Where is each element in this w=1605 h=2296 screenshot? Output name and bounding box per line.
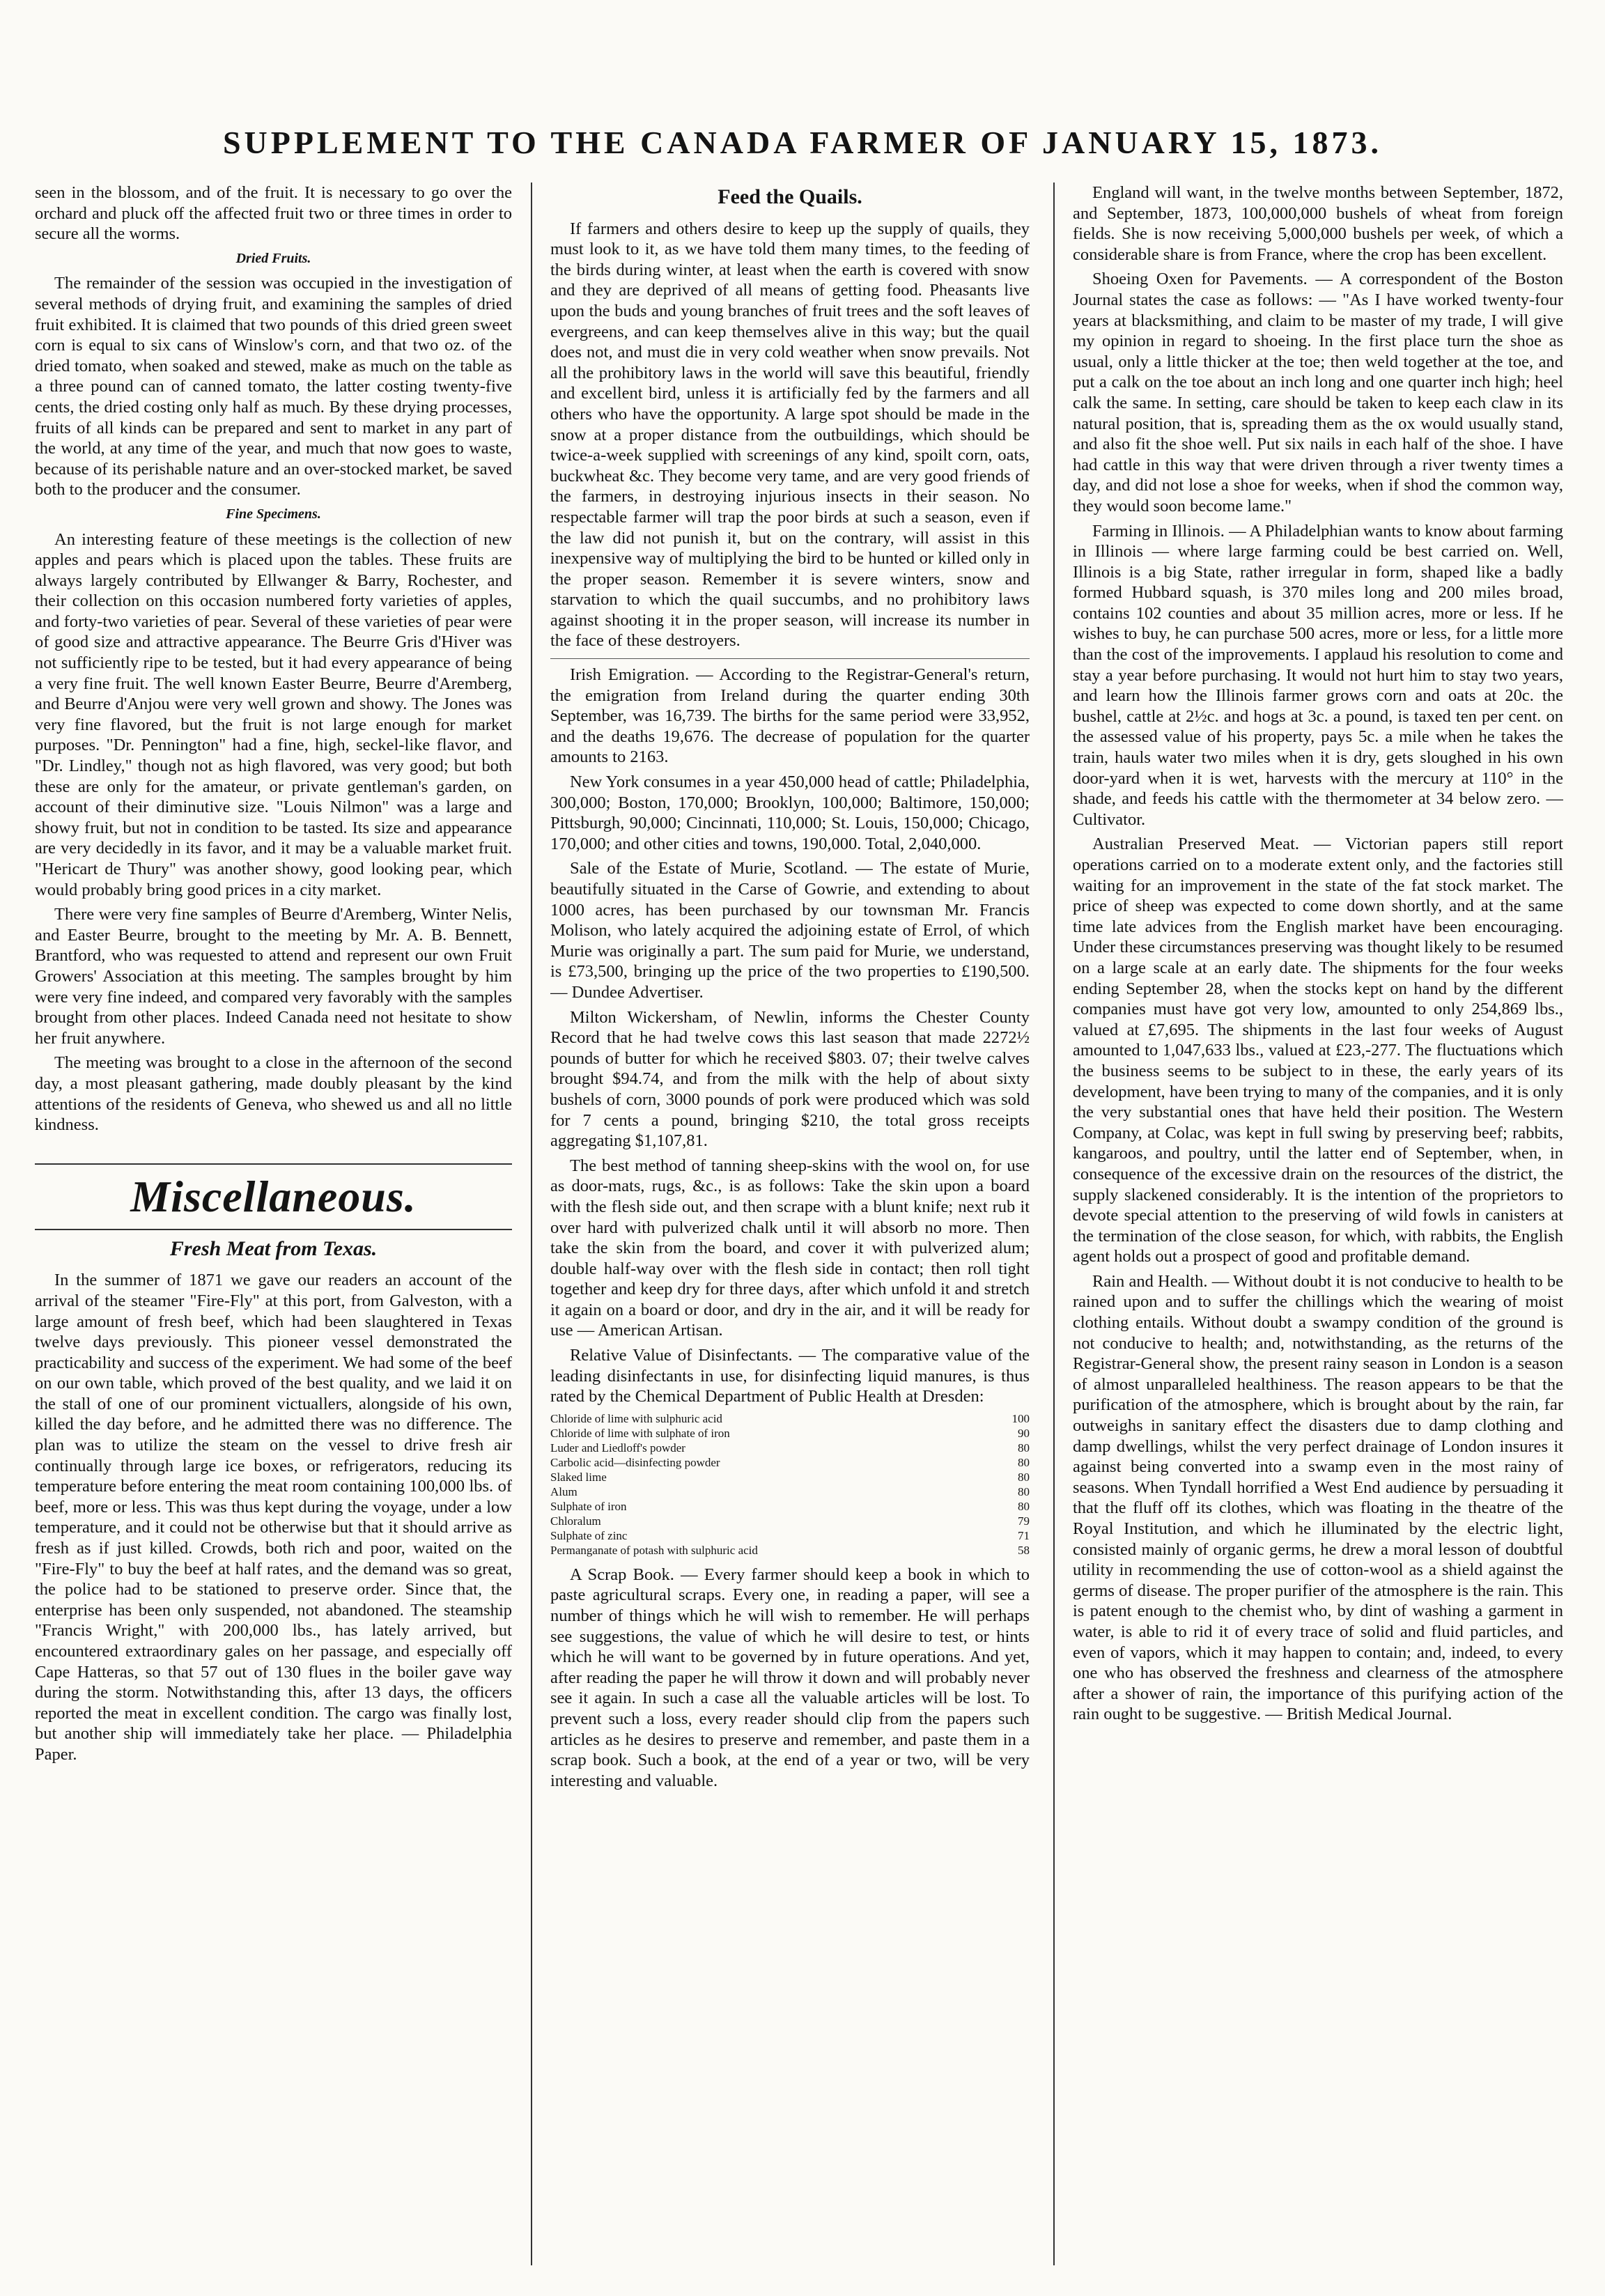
table-cell: Sulphate of iron	[550, 1499, 627, 1513]
table-cell: Sulphate of zinc	[550, 1528, 628, 1542]
paragraph: seen in the blossom, and of the fruit. It is necessary to go over the orchard and pluck off the affected fruit two or three times in order to secure all the worms.	[35, 183, 512, 244]
table-cell: Permanganate of potash with sulphuric acid	[550, 1543, 758, 1557]
table-row	[550, 1411, 1030, 1426]
article-heading-feed-the-quails: Feed the Quails.	[718, 185, 862, 208]
table-cell: Chloride of lime with sulphate of iron	[550, 1426, 730, 1440]
table-row	[550, 1455, 1030, 1470]
table-row	[550, 1426, 1030, 1441]
table-cell: 80	[1018, 1470, 1030, 1484]
column-3	[1073, 183, 1563, 2265]
paragraph: Sale of the Estate of Murie, Scotland. — The estate of Murie, beautifully situated in the Carse of Gowrie, and extending to about 1000 acres, has been purchased by our townsman Mr. Francis Molison, who lately acquired the adjoining estate of Errol, of which Murie was originally a part. The sum paid for Murie, we understand, is £73,500, bringing up the price of the two properties to £190,500. — Dundee Advertiser.	[550, 859, 1030, 1002]
table-cell: 80	[1018, 1484, 1030, 1498]
paragraph: Rain and Health. — Without doubt it is not conducive to health to be rained upon and to suffer the chillings which the wearing of moist clothing entails. Without doubt a swampy condition of the ground is not conducive to health; and, notwithstanding, as the returns of the Registrar-General show, the present rainy season in London is a season of almost unparalleled healthiness. The reason appears to be that the purification of the atmosphere, which is brought about by the rain, far outweighs in sanitary effect the disasters due to damp clothing and damp dwellings, whilst the very perfect drainage of London insures it against being converted into a swamp even in the most rainy of seasons. When Tyndall horrified a West End audience by persuading it that the fluff off its clothes, which was floating in the theatre of the Royal Institution, and which he illuminated by the electric light, consisted mainly of organic germs, he drew a moral lesson of doubtful utility in recommending the use of cotton-wool as a shield against the germs of disease. The proper purifier of the atmosphere is the rain. This is patent enough to the chemist who, by dint of washing a garment in water, is able to rid it of every trace of solid and fluid particles, and even of vapors, which it may happen to contain; and, indeed, to every one who has observed the freshness and clearness of the atmosphere after a shower of rain, the importance of this purifying action of the rain ought to be suggestive. — British Medical Journal.	[1073, 1271, 1563, 1724]
paragraph: Relative Value of Disinfectants. — The comparative value of the leading disinfectants in use, for disinfecting liquid manures, is thus rated by the Chemical Department of Public Health at Dresden:	[550, 1346, 1030, 1406]
table-cell: Chloralum	[550, 1514, 601, 1528]
column-rule	[1053, 183, 1055, 2265]
disinfectant-table	[550, 1411, 1030, 1558]
table-row	[550, 1484, 1030, 1499]
table-cell: Slaked lime	[550, 1470, 607, 1484]
paragraph: If farmers and others desire to keep up the supply of quails, they must look to it, as we have told them many times, to the feeding of the birds during winter, at least when the earth is covered with snow and they are deprived of all means of getting food. Pheasants live upon the buds and young branches of fruit trees and the soft leaves of evergreens, and can keep themselves alive in this way; but the quail does not, and must die in very cold weather when snow prevails. Not all the prohibitory laws in the world will save this beautiful, friendly and excellent bird, unless it is artificially fed by the farmers and all others who have the opportunity. A large spot should be made in the snow at a proper distance from the outbuildings, which should be twice-a-week supplied with screenings of any kind, spoilt corn, oats, buckwheat &c. They become very tame, and are very good friends of the farmers, in destroying injurious insects in their season. No respectable farmer will trap the poor birds at such a season, even if the law did not punish it, but on the contrary, will assist in this inexpensive way of multiplying the bird to be hunted or killed only in the proper season. Remember it is severe winters, snow and starvation to which the quail succumbs, and no prohibitory laws against shooting it in the proper season, will increase its number in the face of these destroyers.	[550, 219, 1030, 651]
paragraph: New York consumes in a year 450,000 head of cattle; Philadelphia, 300,000; Boston, 170,000; Brooklyn, 100,000; Baltimore, 150,000; Pittsburgh, 90,000; Cincinnati, 110,000; St. Louis, 150,000; Chicago, 170,000; and other cities and towns, 190,000. Total, 2,040,000.	[550, 773, 1030, 853]
table-row	[550, 1499, 1030, 1514]
paragraph: Milton Wickersham, of Newlin, informs the Chester County Record that he had twelve cows this last season that made 2272½ pounds of butter for which he received $803. 07; their twelve calves brought $94.74, and from the milk with the help of about sixty bushels of corn, 3000 pounds of pork were produced which was sold for 7 cents a pound, bringing $210, the total gross receipts aggregating $1,107,81.	[550, 1007, 1030, 1151]
table-cell: Carbolic acid—disinfecting powder	[550, 1455, 720, 1469]
table-cell: 79	[1018, 1514, 1030, 1528]
paragraph: A Scrap Book. — Every farmer should keep a book in which to paste agricultural scraps. Every one, in reading a paper, will see a number of things which he will wish to remember. He will perhaps see suggestions, the value of which he will desire to test, or hints which he will want to be governed by in future operations. And yet, after reading the paper he will throw it down and will probably never see it again. In such a case all the valuable articles will be lost. To prevent such a loss, every reader should clip from the papers such articles as he desires to preserve and remember, and paste them in a scrap book. Such a book, at the end of a year or two, will be very interesting and valuable.	[550, 1565, 1030, 1790]
paragraph: Irish Emigration. — According to the Registrar-General's return, the emigration from Ireland during the quarter ending 30th September, was 16,739. The births for the same period were 33,952, and the deaths 19,676. The decrease of population for the quarter amounts to 2163.	[550, 658, 1030, 768]
paragraph: There were very fine samples of Beurre d'Aremberg, Winter Nelis, and Easter Beurre, brought to the meeting by Mr. A. B. Bennett, Brantford, who was requested to attend and represent our own Fruit Growers' Association at this meeting. The samples brought by him were very fine indeed, and compared very favorably with the samples brought from other places. Indeed Canada need not hesitate to show her fruit anywhere.	[35, 905, 512, 1048]
table-cell: Luder and Liedloff's powder	[550, 1441, 685, 1455]
table-cell: 90	[1018, 1426, 1030, 1440]
table-cell: 71	[1018, 1528, 1030, 1542]
article-heading-fresh-meat: Fresh Meat from Texas.	[169, 1236, 378, 1260]
paragraph: In the summer of 1871 we gave our readers an account of the arrival of the steamer "Fire-Fly" at this port, from Galveston, with a large amount of fresh beef, which had been slaughtered in Texas twelve days previously. This pioneer vessel demonstrated the practicability and success of the experiment. We had some of the beef on our own table, which proved of the best quality, and we laid it on the stall of one of our prominent victuallers, alongside of his own, killed the day before, and he admitted there was no difference. The plan was to utilize the steam on the vessel to drive fresh air continually through large ice boxes, or refrigerators, reducing its temperature before entering the meat room containing 100,000 lbs. of beef, more or less. This was thus kept during the voyage, under a low temperature, and it could not be otherwise but that it should arrive as fresh as if just killed. Crowds, both rich and poor, waited on the "Fire-Fly" to buy the beef at half rates, and the demand was so great, the police had to be stationed to preserve order. Since that, the enterprise has been only suspended, not abandoned. The steamship "Francis Wright," with 200,000 lbs., has lately arrived, but encountered extraordinary gales on her passage, and especially off Cape Hatteras, so that 57 out of 130 flues in the boiler gave way during the storm. Notwithstanding this, after 13 days, the officers reported the meat in excellent condition. The cargo was finally lost, but another ship will immediately take her place. — Philadelphia Paper.	[35, 1271, 512, 1764]
table-cell: Alum	[550, 1484, 577, 1498]
table-cell: 58	[1018, 1543, 1030, 1557]
masthead-title: SUPPLEMENT TO THE CANADA FARMER OF JANUARY 15, 1873.	[222, 125, 1383, 160]
paragraph: England will want, in the twelve months between September, 1872, and September, 1873, 100,000,000 bushels of wheat from foreign fields. She is now receiving 5,000,000 bushels per week, of which a considerable share is from France, where the crop has been excellent.	[1073, 183, 1563, 264]
table-row	[550, 1441, 1030, 1455]
table-cell: 80	[1018, 1441, 1030, 1455]
table-cell: Chloride of lime with sulphuric acid	[550, 1411, 722, 1425]
column-1	[35, 183, 512, 2265]
column-2	[550, 183, 1030, 2265]
paragraph: An interesting feature of these meetings is the collection of new apples and pears which is placed upon the tables. These fruits are always largely contributed by Ellwanger & Barry, Rochester, and their collection on this occasion numbered forty varieties of apples, and forty-two varieties of pear. Several of these varieties of pear were of good size and attractive appearance. The Beurre Gris d'Hiver was not sufficiently ripe to be tested, but it had every appearance of being a very fine fruit. The well known Easter Beurre, Beurre d'Aremberg, and Beurre d'Anjou were very well grown and showy. The Jones was very fine flavored, but the fruit is not large enough for market purposes. "Dr. Pennington" had a fine, high, seckel-like flavor, and "Dr. Lindley," though not as high flavored, was very good; but both these are only for the amateur, or private gentleman's garden, on account of their diminutive size. "Louis Nilmon" was a large and showy fruit, but not in condition to be tasted. Its size and appearance are very decidedly in its favor, and it may be a valuable market fruit. "Hericart de Thury" was another showy, good looking pear, which would probably bring good prices in a city market.	[35, 529, 512, 899]
table-cell: 100	[1011, 1411, 1030, 1425]
paragraph: The remainder of the session was occupied in the investigation of several methods of drying fruit, and examining the samples of dried fruit exhibited. It is claimed that two pounds of this dried green sweet corn is equal to six cans of Winslow's corn, and that two oz. of the dried tomato, when soaked and stewed, make as much on the table as a three pound can of canned tomato, the latter costing twenty-five cents, the dried costing only half as much. By these drying processes, fruits of all kinds can be prepared and sent to market in any part of the world, at any time of the year, and much that now goes to waste, because of its perishable nature and an over-stocked market, be saved both to the producer and the consumer.	[35, 274, 512, 499]
section-heading-miscellaneous: Miscellaneous.	[35, 1163, 512, 1230]
table-row	[550, 1470, 1030, 1484]
table-row	[550, 1543, 1030, 1558]
table-row	[550, 1514, 1030, 1528]
subheading-fine-specimens: Fine Specimens.	[226, 506, 321, 522]
column-rule	[531, 183, 532, 2265]
table-row	[550, 1528, 1030, 1543]
paragraph: Shoeing Oxen for Pavements. — A correspondent of the Boston Journal states the case as follows: — "As I have worked twenty-four years at blacksmithing, and claim to be master of my trade, I will give my opinion in regard to shoeing. In the first place turn the shoe as usual, only a little thicker at the toe; then weld together at the toe, and put a calk on the toe about an inch long and one quarter inch high; heel calk the same. In setting, care should be taken to keep each claw in its natural position, that is, spreading them as the ox would usually stand, and also fit the shoe well. Put six nails in each half of the shoe. I have had cattle in this way that were driven through a river twenty times a day, and did not lose a shoe for weeks, when if shod the common way, they would soon become lame."	[1073, 270, 1563, 515]
table-cell: 80	[1018, 1499, 1030, 1513]
paragraph: Farming in Illinois. — A Philadelphian wants to know about farming in Illinois — where large farming could be best carried on. Well, Illinois is a big State, rather irregular in form, shaped like a badly formed Hubbard squash, is 370 miles long and 200 miles broad, contains 102 counties and about 35 million acres, more or less. If he wishes to buy, he can purchase 500 acres, more or less, for a little more than the cost of the improvements. I applaud his resolution to come and stay a year before purchasing. It would not hurt him to stay two years, and learn how the Illinois farmer grows corn and oats at 20c. the bushel, cattle at 2½c. and hogs at 3c. a pound, is taxed ten per cent. on the assessed value of his property, pays 5c. a mile when he takes the train, hauls water two miles when it is dry, gets sloughed in his own door-yard when it is wet, harvests with the mercury at 110° in the shade, and feeds his cattle with the thermometer at 34 below zero. — Cultivator.	[1073, 521, 1563, 829]
paragraph: The best method of tanning sheep-skins with the wool on, for use as door-mats, rugs, &c., is as follows: Take the skin upon a board with the flesh side out, and then scrape with a blunt knife; next rub it over hard with pulverized chalk until it will absorb no more. Then take the skin from the board, and cover it with pulverized alum; double half-way over with the flesh side in contact; then roll tight together and keep dry for three days, after which unfold it and stretch it again on a board or door, and dry in the air, and it will be ready for use — American Artisan.	[550, 1156, 1030, 1340]
paragraph: The meeting was brought to a close in the afternoon of the second day, a most pleasant gathering, made doubly pleasant by the kind attentions of the residents of Geneva, who shewed us and all no little kindness.	[35, 1053, 512, 1135]
subheading-dried-fruits: Dried Fruits.	[235, 250, 311, 266]
paragraph: Australian Preserved Meat. — Victorian papers still report operations carried on to a moderate extent only, and the factories still waiting for an improvement in the state of the fat stock market. The price of sheep was expected to come down shortly, and at the same time late advices from the English market have been encouraging. Under these circumstances preserving was thought likely to be resumed on a large scale at an early date. The shipments for the four weeks ending September 28, when the stocks kept on hand by the different companies must have got very low, amounted to only 254,869 lbs., valued at £7,695. The shipments in the last four weeks of August amounted to 1,047,633 lbs., valued at £23,-277. The fluctuations which the business seems to be subject to in these, the early years of its development, have been trying to many of the companies, and it is only the very substantial ones that have held their position. The Western Company, at Colac, was kept in full swing by preserving beef; rabbits, kangaroos, and poultry, until the latter end of September, when, in consequence of the excessive drain on the resources of the district, the supply slackened considerably. It is the intention of the proprietors to devote special attention to the preserving of wild fowls in canisters at the termination of the close season, for which, with rabbits, the English agent holds out a prospect of good and profitable demand.	[1073, 835, 1563, 1266]
table-cell: 80	[1018, 1455, 1030, 1469]
